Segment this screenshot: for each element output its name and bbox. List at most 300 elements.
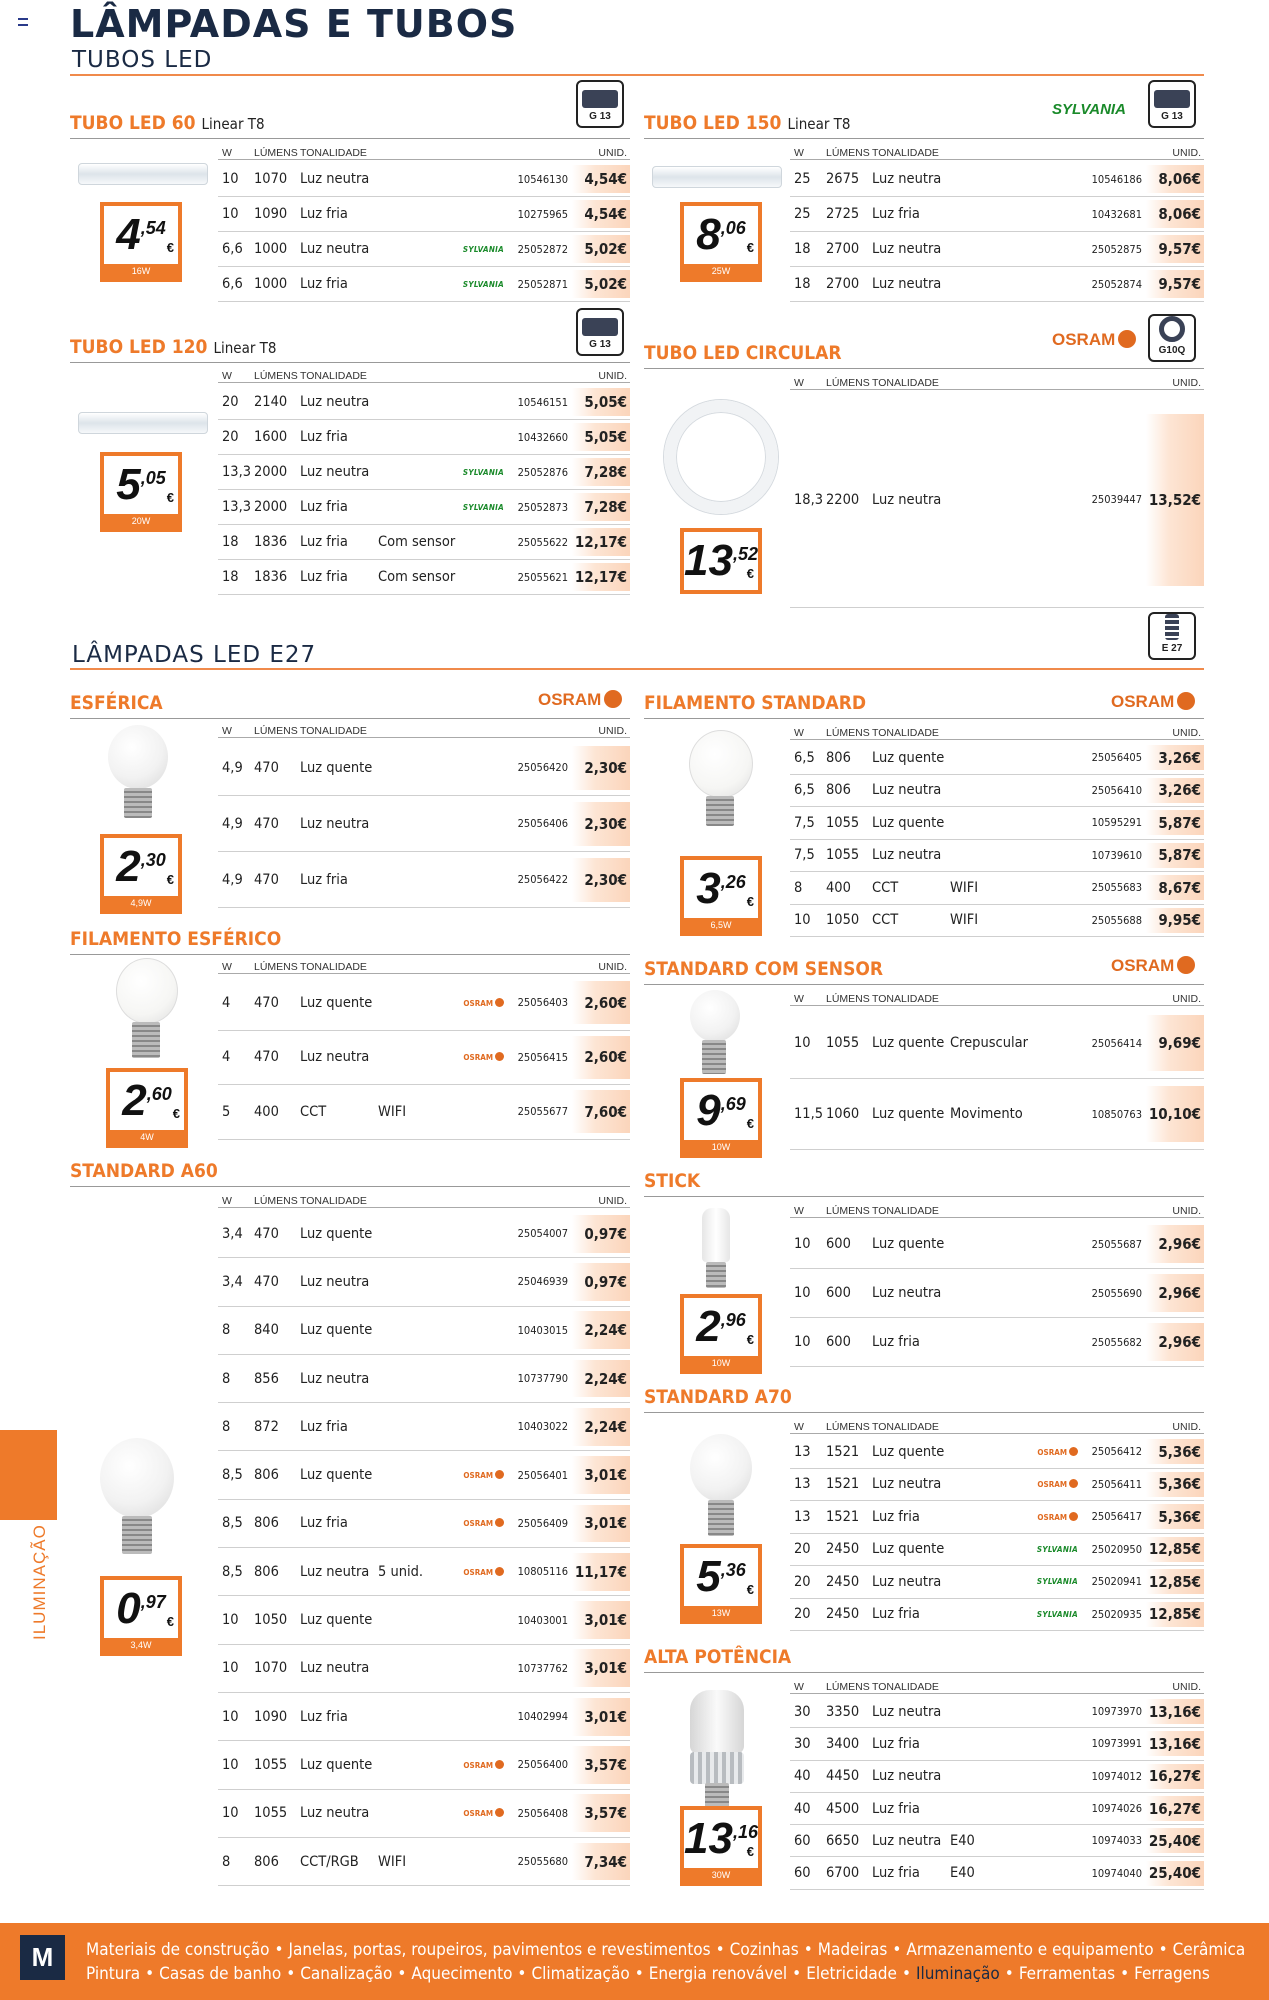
price-cell: 2,60€ (572, 981, 630, 1024)
brand-cell (460, 1760, 510, 1770)
table-row[interactable] (218, 197, 630, 232)
table-header (790, 1678, 1204, 1694)
t150-title (644, 112, 850, 134)
tonality-cell: Luz fria (300, 569, 348, 585)
sylvania-badge: SYLVANIA (462, 244, 504, 254)
header-cell: LÚMENS (254, 725, 298, 737)
tonality-cell: Luz quente (300, 1225, 373, 1242)
reference-cell: 25020950 (1091, 1542, 1142, 1556)
high-power-bulb-image (690, 1690, 744, 1754)
table-row[interactable] (218, 1645, 630, 1693)
price-cell: 5,02€ (572, 270, 630, 297)
lumens-cell: 806 (254, 1853, 279, 1870)
table-row[interactable] (218, 232, 630, 267)
reference-cell: 25052876 (517, 465, 568, 479)
tonality-cell: CCT (872, 912, 899, 929)
table-row[interactable] (790, 1008, 1204, 1079)
reference-cell: 10973991 (1091, 1737, 1142, 1751)
table-row[interactable] (790, 742, 1204, 775)
led-tube-image (78, 163, 208, 185)
bulb-image (690, 990, 740, 1042)
section-name: TUBO LED 150 (644, 112, 782, 134)
table-row[interactable] (218, 420, 630, 455)
header-cell: TONALIDADE (872, 993, 939, 1005)
price-tag: 0 ,97 € 3,4W (100, 1576, 182, 1656)
tonality-cell: Luz fria (872, 206, 920, 222)
bulb-base-image (708, 1500, 734, 1536)
separator: • (803, 1940, 813, 1960)
header-cell: UNID. (598, 961, 627, 973)
stick-title (644, 1170, 700, 1192)
osram-logo: OSRAM (1052, 330, 1136, 350)
price-cell: 5,02€ (572, 235, 630, 262)
brand-cell (1034, 1610, 1084, 1619)
table-row[interactable] (218, 1500, 630, 1548)
reference-cell: 25056409 (517, 1516, 568, 1530)
table-row[interactable] (790, 1696, 1204, 1728)
table-row[interactable] (790, 1220, 1204, 1269)
extra-cell: WIFI (378, 1853, 407, 1870)
lumens-cell: 2725 (826, 206, 860, 222)
header-cell: LÚMENS (254, 147, 298, 159)
lumens-cell: 2200 (826, 491, 860, 508)
extra-cell: Com sensor (378, 569, 456, 585)
watt-cell: 6,5 (794, 782, 815, 799)
watt-cell: 13 (794, 1476, 811, 1493)
table-row[interactable] (790, 905, 1204, 938)
table-header (790, 990, 1204, 1006)
reference-cell: 10403015 (517, 1323, 568, 1337)
lumens-cell: 470 (254, 871, 279, 888)
tonality-cell: Luz fria (300, 1418, 348, 1435)
lumens-cell: 1055 (254, 1805, 288, 1822)
price-cell: 3,01€ (572, 1649, 630, 1687)
table-row[interactable] (790, 775, 1204, 808)
price-cell: 3,26€ (1146, 778, 1204, 803)
watt-cell: 13 (794, 1443, 811, 1460)
brand-cell (460, 1518, 510, 1528)
price-cell: 5,36€ (1146, 1439, 1204, 1464)
table-row[interactable] (790, 1318, 1204, 1367)
watt-cell: 4,9 (222, 815, 243, 832)
lumens-cell: 806 (826, 749, 851, 766)
header-cell: TONALIDADE (300, 961, 367, 973)
lumens-cell: 1070 (254, 171, 288, 187)
section-rule (70, 718, 630, 719)
table-row[interactable] (790, 267, 1204, 302)
extra-cell: E40 (950, 1865, 975, 1882)
footer-category-link[interactable]: Armazenamento e equipamento (906, 1940, 1154, 1960)
table-row[interactable] (218, 1403, 630, 1451)
price-cell: 2,30€ (572, 746, 630, 790)
watt-cell: 5 (222, 1103, 231, 1120)
reference-cell: 10739610 (1091, 848, 1142, 862)
osram-logo-icon (1069, 1447, 1078, 1456)
table-header (790, 374, 1204, 390)
section-name: STANDARD A60 (70, 1160, 218, 1182)
tonality-cell: Luz fria (300, 534, 348, 550)
lumens-cell: 1521 (826, 1476, 860, 1493)
lumens-cell: 470 (254, 994, 279, 1011)
tonality-cell: Luz quente (872, 1035, 945, 1051)
reference-cell: 10737790 (517, 1372, 568, 1386)
table-row[interactable] (790, 1858, 1204, 1890)
tonality-cell: Luz fria (300, 1708, 348, 1725)
led-tube-image (652, 166, 782, 188)
price-cell: 3,01€ (572, 1601, 630, 1639)
reference-cell: 25056414 (1091, 1036, 1142, 1050)
footer-category-link[interactable]: Climatização (531, 1964, 630, 1984)
header-cell: UNID. (1172, 993, 1201, 1005)
header-cell: W (794, 377, 804, 389)
sylvania-badge: SYLVANIA (462, 467, 504, 477)
tonality-cell: Luz quente (300, 1612, 373, 1629)
bulb-base-image (702, 1040, 726, 1074)
lumens-cell: 6700 (826, 1865, 860, 1882)
price-cell: 9,69€ (1146, 1015, 1204, 1071)
table-header (218, 144, 630, 160)
table-row[interactable] (790, 1469, 1204, 1502)
socket-e27-icon: E 27 (1148, 612, 1196, 660)
separator: • (792, 1964, 802, 1984)
price-cell: 12,17€ (572, 528, 630, 555)
table-row[interactable] (790, 1761, 1204, 1793)
tonality-cell: Luz quente (300, 994, 373, 1011)
price-cell: 13,16€ (1146, 1699, 1204, 1724)
a70-title (644, 1386, 792, 1408)
separator: • (397, 1964, 407, 1984)
socket-g13-icon: G 13 (576, 308, 624, 356)
table-row[interactable] (218, 1355, 630, 1403)
watt-cell: 6,6 (222, 276, 243, 292)
tonality-cell: Luz quente (300, 1322, 373, 1339)
table-row[interactable] (790, 162, 1204, 197)
table-row[interactable] (790, 232, 1204, 267)
header-cell: LÚMENS (826, 727, 870, 739)
table-row[interactable] (218, 490, 630, 525)
table-row[interactable] (218, 796, 630, 852)
table-row[interactable] (790, 1079, 1204, 1150)
watt-cell: 10 (222, 171, 239, 187)
header-cell: LÚMENS (826, 1681, 870, 1693)
table-row[interactable] (218, 1258, 630, 1306)
table-row[interactable] (218, 525, 630, 560)
footer-bar (0, 1923, 1269, 2000)
table-row[interactable] (790, 1566, 1204, 1599)
lumens-cell: 1600 (254, 429, 288, 445)
socket-g13-icon: G 13 (576, 80, 624, 128)
osram-badge: OSRAM (1037, 1479, 1078, 1489)
price-cell: 9,95€ (1146, 908, 1204, 933)
sylvania-logo: SYLVANIA (1052, 101, 1126, 118)
tonality-cell: Luz neutra (872, 276, 942, 292)
lumens-cell: 470 (254, 1225, 279, 1242)
lumens-cell: 600 (826, 1285, 851, 1301)
header-cell: TONALIDADE (300, 1195, 367, 1207)
watt-cell: 18 (794, 241, 811, 257)
section-name: TUBO LED 120 (70, 336, 208, 358)
watt-cell: 18 (222, 569, 239, 585)
price-cell: 5,05€ (572, 423, 630, 450)
lumens-cell: 1000 (254, 241, 288, 257)
footer-category-link[interactable]: Energia renovável (648, 1964, 788, 1984)
header-cell: LÚMENS (826, 993, 870, 1005)
lumens-cell: 4500 (826, 1800, 860, 1817)
watt-cell: 8,5 (222, 1515, 243, 1532)
tonality-cell: Luz neutra (300, 1370, 370, 1387)
table-row[interactable] (218, 455, 630, 490)
section-subtitle: Linear T8 (213, 339, 277, 357)
section-rule (644, 138, 1204, 139)
filament-bulb-image (116, 958, 178, 1024)
watt-cell: 10 (222, 1756, 239, 1773)
price-cell: 2,60€ (572, 1036, 630, 1079)
lumens-cell: 1055 (826, 814, 860, 831)
reference-cell: 25046939 (517, 1275, 568, 1289)
footer-category-link[interactable]: Aquecimento (411, 1964, 513, 1984)
footer-category-link[interactable]: Janelas, portas, roupeiros, pavimentos e revestimentos (288, 1940, 711, 1960)
footer-category-link[interactable]: Canalização (300, 1964, 393, 1984)
menu-icon[interactable] (18, 18, 28, 26)
lumens-cell: 840 (254, 1322, 279, 1339)
tonality-cell: Luz quente (872, 1443, 945, 1460)
reference-cell: 25055677 (517, 1105, 568, 1119)
t60-title (70, 112, 265, 134)
lumens-cell: 806 (254, 1467, 279, 1484)
osram-badge: OSRAM (1037, 1447, 1078, 1457)
tonality-cell: Luz neutra (872, 1285, 942, 1301)
watt-cell: 10 (222, 1660, 239, 1677)
lumens-cell: 1070 (254, 1660, 288, 1677)
header-cell: UNID. (598, 725, 627, 737)
table-row[interactable] (218, 267, 630, 302)
section-rule (644, 1412, 1204, 1413)
lumens-cell: 806 (826, 782, 851, 799)
reference-cell: 10974012 (1091, 1769, 1142, 1783)
table-row[interactable] (218, 1790, 630, 1838)
table-row[interactable] (790, 840, 1204, 873)
reference-cell: 10546130 (517, 172, 568, 186)
separator: • (901, 1964, 911, 1984)
footer-category-link[interactable]: Pintura (86, 1964, 141, 1984)
watt-cell: 25 (794, 206, 811, 222)
price-tag: 5 ,05 € 20W (100, 452, 182, 532)
bulb-image (100, 1438, 174, 1518)
header-cell: UNID. (598, 1195, 627, 1207)
price-cell: 25,40€ (1146, 1861, 1204, 1886)
alta-title (644, 1646, 791, 1668)
watt-cell: 10 (794, 1285, 811, 1301)
tonality-cell: Luz neutra (300, 815, 370, 832)
reference-cell: 25056417 (1091, 1510, 1142, 1524)
watt-cell: 10 (222, 206, 239, 222)
table-row[interactable] (218, 852, 630, 908)
lumens-cell: 600 (826, 1236, 851, 1252)
lumens-cell: 400 (826, 879, 851, 896)
price-cell: 16,27€ (1146, 1764, 1204, 1789)
header-cell: LÚMENS (826, 377, 870, 389)
watt-cell: 6,6 (222, 241, 243, 257)
footer-category-link[interactable]: Madeiras (817, 1940, 888, 1960)
price-cell: 8,06€ (1146, 200, 1204, 227)
table-row[interactable] (790, 1436, 1204, 1469)
watt-cell: 4,9 (222, 759, 243, 776)
price-cell: 5,87€ (1146, 810, 1204, 835)
section-name: STICK (644, 1170, 701, 1192)
reference-cell: 25056406 (517, 817, 568, 830)
tonality-cell: Luz quente (872, 1541, 945, 1558)
table-row[interactable] (790, 1534, 1204, 1567)
price-cell: 2,24€ (572, 1311, 630, 1349)
table-row[interactable] (790, 197, 1204, 232)
tonality-cell: Luz neutra (872, 782, 942, 799)
watt-cell: 25 (794, 171, 811, 187)
reference-cell: 10973970 (1091, 1705, 1142, 1719)
table-row[interactable] (218, 1452, 630, 1500)
separator: • (274, 1940, 284, 1960)
table-row[interactable] (218, 1085, 630, 1140)
table-row[interactable] (218, 560, 630, 595)
osram-badge: OSRAM (463, 1567, 504, 1577)
table-row[interactable] (218, 1031, 630, 1086)
tonality-cell: Luz neutra (872, 491, 942, 508)
tonality-cell: Luz neutra (872, 1703, 942, 1720)
footer-categories-line1 (86, 1940, 1245, 1960)
bulb-base-image (706, 1262, 726, 1288)
table-row[interactable] (790, 807, 1204, 840)
price-cell: 9,57€ (1146, 235, 1204, 262)
footer-category-link[interactable]: Materiais de construção (86, 1940, 270, 1960)
lumens-cell: 600 (826, 1334, 851, 1350)
footer-category-link[interactable]: Cerâmica (1172, 1940, 1246, 1960)
footer-category-link[interactable]: Ferragens (1134, 1964, 1210, 1984)
extra-cell: 5 unid. (378, 1563, 424, 1580)
table-row[interactable] (790, 1599, 1204, 1632)
table-row[interactable] (218, 1741, 630, 1789)
osram-logo-icon (495, 1808, 504, 1817)
table-row[interactable] (218, 1210, 630, 1258)
lumens-cell: 872 (254, 1418, 279, 1435)
table-row[interactable] (218, 740, 630, 796)
table-row[interactable] (218, 162, 630, 197)
footer-category-link[interactable]: Iluminação (915, 1964, 1000, 1984)
table-row[interactable] (790, 1501, 1204, 1534)
table-row[interactable] (218, 1307, 630, 1355)
lumens-cell: 1050 (254, 1612, 288, 1629)
lumens-cell: 1090 (254, 1708, 288, 1725)
header-cell: W (794, 1421, 804, 1433)
price-cell: 5,87€ (1146, 843, 1204, 868)
tonality-cell: Luz quente (872, 1106, 945, 1122)
price-cell: 12,85€ (1146, 1569, 1204, 1594)
sylvania-badge: SYLVANIA (1036, 1544, 1078, 1554)
section-rule (644, 984, 1204, 985)
table-row[interactable] (218, 976, 630, 1031)
reference-cell: 25056410 (1091, 783, 1142, 797)
lumens-cell: 2675 (826, 171, 860, 187)
watt-cell: 11,5 (794, 1106, 824, 1122)
table-row[interactable] (218, 1838, 630, 1886)
table-row[interactable] (790, 1825, 1204, 1857)
header-cell: UNID. (1172, 727, 1201, 739)
price-cell: 3,26€ (1146, 745, 1204, 770)
watt-cell: 10 (222, 1805, 239, 1822)
table-row[interactable] (790, 1728, 1204, 1760)
table-row[interactable] (790, 1269, 1204, 1318)
tonality-cell: Luz fria (872, 1508, 920, 1525)
brand-cell (460, 1567, 510, 1577)
reference-cell: 25055621 (517, 570, 568, 584)
filament-bulb-image (689, 730, 753, 798)
header-cell: LÚMENS (254, 961, 298, 973)
extra-cell: Crepuscular (950, 1035, 1028, 1051)
tonality-cell: Luz fria (300, 276, 348, 292)
watt-cell: 8 (222, 1418, 231, 1435)
brand-cell (460, 468, 510, 477)
table-header (790, 1202, 1204, 1218)
footer-category-link[interactable]: Casas de banho (159, 1964, 282, 1984)
lumens-cell: 1055 (826, 847, 860, 864)
table-row[interactable] (790, 872, 1204, 905)
tonality-cell: Luz quente (872, 749, 945, 766)
lumens-cell: 6650 (826, 1832, 860, 1849)
reference-cell: 25052874 (1091, 277, 1142, 291)
reference-cell: 25056401 (517, 1468, 568, 1482)
footer-category-link[interactable]: Cozinhas (729, 1940, 799, 1960)
section-name: FILAMENTO ESFÉRICO (70, 928, 282, 950)
table-row[interactable] (790, 1793, 1204, 1825)
reference-cell: 10432681 (1091, 207, 1142, 221)
reference-cell: 25056420 (517, 761, 568, 774)
table-row[interactable] (218, 1693, 630, 1741)
section-name: TUBO LED CIRCULAR (644, 342, 842, 364)
reference-cell: 25039447 (1091, 493, 1142, 506)
footer-category-link[interactable]: Eletricidade (806, 1964, 897, 1984)
section-name: ALTA POTÊNCIA (644, 1646, 792, 1668)
sylvania-badge: SYLVANIA (462, 279, 504, 289)
osram-logo-icon (495, 1470, 504, 1479)
header-cell: UNID. (1172, 1681, 1201, 1693)
reference-cell: 25056408 (517, 1806, 568, 1820)
circular-tube-image (664, 400, 778, 514)
tonality-cell: Luz fria (300, 1515, 348, 1532)
table-row[interactable] (218, 1548, 630, 1596)
tonality-cell: Luz fria (872, 1800, 920, 1817)
table-header (218, 722, 630, 738)
sens-title (644, 958, 883, 980)
reference-cell: 10974033 (1091, 1834, 1142, 1848)
price-cell: 3,01€ (572, 1505, 630, 1543)
watt-cell: 6,5 (794, 749, 815, 766)
table-row[interactable] (790, 392, 1204, 608)
reference-cell: 25056400 (517, 1758, 568, 1772)
table-row[interactable] (218, 385, 630, 420)
header-cell: UNID. (598, 370, 627, 382)
tonality-cell: Luz neutra (872, 241, 942, 257)
lumens-cell: 1055 (254, 1756, 288, 1773)
table-row[interactable] (218, 1596, 630, 1644)
reference-cell: 25055680 (517, 1855, 568, 1869)
section-rule (644, 368, 1204, 369)
bulb-image (108, 725, 168, 789)
osram-logo-icon (1069, 1479, 1078, 1488)
price-cell: 7,34€ (572, 1843, 630, 1881)
footer-category-link[interactable]: Ferramentas (1018, 1964, 1116, 1984)
header-cell: UNID. (1172, 1421, 1201, 1433)
sylvania-badge: SYLVANIA (1036, 1577, 1078, 1587)
bulb-image (690, 1434, 752, 1502)
separator: • (286, 1964, 296, 1984)
